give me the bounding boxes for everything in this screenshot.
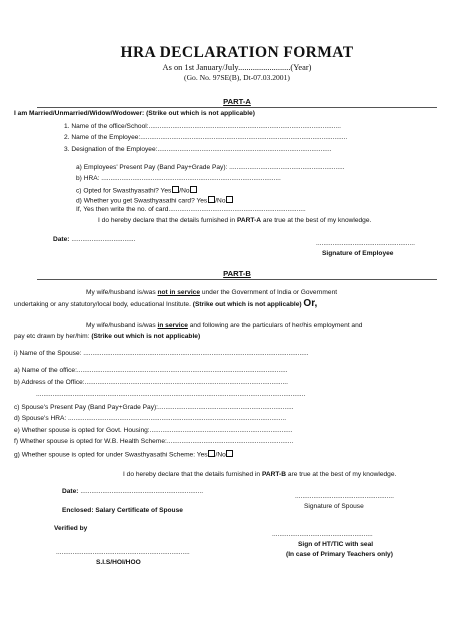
part-b-date xyxy=(62,488,203,496)
declaration-text-end: are true at the best of my knowledge. xyxy=(262,217,372,224)
employee-signature-label: Signature of Employee xyxy=(322,250,394,257)
not-in-service-emphasis: not in service xyxy=(157,289,200,296)
document-title: HRA DECLARATION FORMAT xyxy=(120,44,354,61)
date-label: Date: xyxy=(53,236,70,243)
date-dots: ................................................................... xyxy=(80,488,204,495)
not-in-service-line1 xyxy=(86,289,337,297)
verified-by-label: Verified by xyxy=(54,525,88,532)
address-continuation-field: ................................................................................................................................................... xyxy=(36,391,306,398)
govt-housing-field: e) Whether spouse is opted for Govt. Housing:.............................................................................. xyxy=(14,427,293,434)
yes-checkbox[interactable] xyxy=(208,450,215,457)
ht-signature-dots: ....................................................... xyxy=(272,531,373,538)
swasthyasathi-card-text: d) Whether you get Swasthyasathi card? Yes xyxy=(76,197,208,205)
date-dots: ................................... xyxy=(71,236,136,243)
not-in-service-line2 xyxy=(14,300,317,309)
no-checkbox[interactable] xyxy=(226,196,233,203)
spouse-swasthyasathi-text: g) Whether spouse is opted for under Swasthyasathi Scheme: Yes xyxy=(14,451,208,459)
declaration-part-label: PART-B xyxy=(261,471,286,478)
part-a-rule xyxy=(37,107,437,108)
spouse-name-field: i) Name of the Spouse: ........................................................................................................................... xyxy=(14,350,309,357)
not-in-service-note: (Strike out which is not applicable) xyxy=(192,301,302,308)
verifier-dots: ......................................................................... xyxy=(56,549,190,556)
in-service-line2 xyxy=(14,333,200,341)
in-service-note: (Strike out which is not applicable) xyxy=(91,333,201,340)
employee-name-field: 2. Name of the Employee:................................................................................................................. xyxy=(64,134,348,141)
ht-signature-note: (In case of Primary Teachers only) xyxy=(286,551,393,558)
ht-signature-label: Sign of HT/TIC with seal xyxy=(298,541,374,548)
swasthyasathi-card-line xyxy=(76,196,233,206)
no-label: /No xyxy=(179,187,190,195)
card-number-field: If, Yes then write the no. of card........................................................................... xyxy=(76,206,306,213)
spouse-signature-dots: ...................................................... xyxy=(295,493,394,500)
spouse-swasthyasathi-line xyxy=(14,450,234,460)
no-label: /No xyxy=(215,197,226,205)
spouse-pay-field: c) Spouse's Present Pay (Band Pay+Grade Pay):.......................................................................... xyxy=(14,404,294,411)
verifier-label: S.I.S/HOI/HOO xyxy=(96,559,141,566)
not-in-service-text2: undertaking or any statutory/local body, educational Institute. xyxy=(14,301,191,308)
no-label: /No xyxy=(215,451,226,459)
date-label: Date: xyxy=(62,488,79,495)
part-a-date xyxy=(53,236,135,244)
yes-checkbox[interactable] xyxy=(172,186,179,193)
declaration-text: I do hereby declare that the details furnished in xyxy=(123,471,261,478)
part-b-heading: PART-B xyxy=(223,269,251,278)
present-pay-field: a) Employees' Present Pay (Band Pay+Grade Pay): ............................................................... xyxy=(76,164,345,171)
spouse-signature-label: Signature of Spouse xyxy=(304,503,364,510)
marital-status-line xyxy=(14,110,255,118)
enclosed-note: Enclosed: Salary Certificate of Spouse xyxy=(62,507,183,514)
in-service-text-end: and following are the particulars of her/his employment and xyxy=(189,322,363,329)
part-b-rule xyxy=(37,279,437,280)
swasthyasathi-opted-text: c) Opted for Swasthyasathi? Yes xyxy=(76,187,172,195)
in-service-line1 xyxy=(86,322,362,330)
go-number: (Go. No. 97SE(B), Dt-07.03.2001) xyxy=(184,73,290,82)
spouse-office-address-field: b) Address of the Office:............................................................................................................... xyxy=(14,379,288,386)
marital-status-note: (Strike out which is not applicable) xyxy=(146,110,255,117)
swasthyasathi-opted-line xyxy=(76,186,198,196)
spouse-hra-field: d) Spouse's HRA: ....................................................................................................................... xyxy=(14,415,287,422)
employee-signature-dots: ...................................................... xyxy=(316,240,415,247)
declaration-part-label: PART-A xyxy=(236,217,261,224)
designation-field: 3. Designation of the Employee:............................................................................................... xyxy=(64,146,332,153)
not-in-service-text-end: under the Government of India or Government xyxy=(201,289,338,296)
no-checkbox[interactable] xyxy=(190,186,197,193)
part-a-declaration xyxy=(98,217,371,225)
marital-status-text: I am Married/Unmarried/Widow/Wodower: xyxy=(14,110,145,117)
office-school-field: 1. Name of the office/School:......................................................................................................... xyxy=(64,123,341,130)
no-checkbox[interactable] xyxy=(226,450,233,457)
health-scheme-field: f) Whether spouse is opted for W.B. Health Scheme:..................................................................... xyxy=(14,438,294,445)
declaration-text: I do hereby declare that the details furnished in xyxy=(98,217,236,224)
hra-field: b) HRA: .................................................................................................. xyxy=(76,175,281,182)
in-service-text: My wife/husband is/was xyxy=(86,322,156,329)
or-label: Or, xyxy=(303,298,318,309)
not-in-service-text: My wife/husband is/was xyxy=(86,289,156,296)
part-b-declaration xyxy=(123,471,396,479)
declaration-text-end: are true at the best of my knowledge. xyxy=(287,471,397,478)
in-service-emphasis: in service xyxy=(157,322,188,329)
spouse-office-field: a) Name of the office:................................................................................................................... xyxy=(14,367,288,374)
part-a-heading: PART-A xyxy=(223,97,251,106)
in-service-text2: pay etc drawn by her/him: xyxy=(14,333,90,340)
as-on-line: As on 1st January/July.........................(Year) xyxy=(162,63,312,72)
yes-checkbox[interactable] xyxy=(208,196,215,203)
